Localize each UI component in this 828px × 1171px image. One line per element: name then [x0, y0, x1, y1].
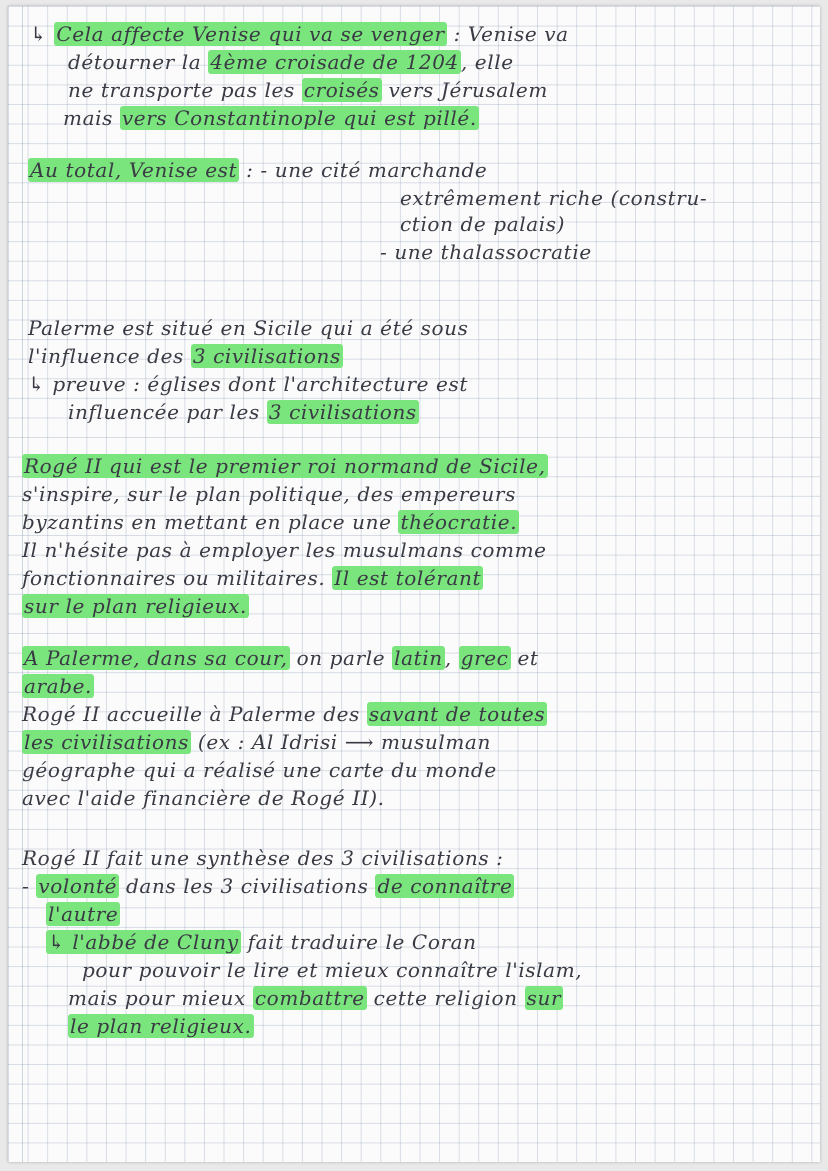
note-line — [400, 212, 565, 236]
note-line — [380, 240, 592, 264]
highlighted-text: A Palerme, dans sa cour, — [24, 646, 288, 670]
highlighted-text: les civilisations — [24, 730, 189, 754]
note-line — [46, 902, 120, 926]
note-text: , elle — [460, 50, 514, 74]
note-line — [22, 454, 548, 478]
note-text: l'influence des — [28, 344, 191, 368]
highlighted-text: sur le plan religieux. — [24, 594, 247, 618]
note-text: extrêmement riche (constru- — [400, 186, 708, 210]
note-line — [28, 372, 468, 396]
note-line — [22, 510, 519, 534]
note-line — [22, 730, 491, 754]
note-text: avec l'aide financière de Rogé II). — [22, 786, 385, 810]
highlighted-text: théocratie. — [400, 510, 518, 534]
note-text: géographe qui a réalisé une carte du monde — [22, 758, 497, 782]
note-line — [22, 594, 249, 618]
note-text: mais pour mieux — [68, 986, 253, 1010]
note-line — [22, 482, 516, 506]
note-line — [400, 186, 707, 210]
note-text: mais — [63, 106, 120, 130]
note-line — [68, 986, 563, 1010]
note-line — [22, 566, 483, 590]
highlighted-text: Rogé II qui est le premier roi normand de Sicile, — [24, 454, 546, 478]
note-text: fonctionnaires ou militaires. — [22, 566, 333, 590]
highlighted-text: Il est tolérant — [334, 566, 482, 590]
note-text: vers Jérusalem — [381, 78, 548, 102]
highlighted-text: 4ème croisade de 1204 — [210, 50, 459, 74]
highlighted-text: de connaître — [377, 874, 513, 898]
note-text: Rogé II accueille à Palerme des — [22, 702, 367, 726]
highlighted-text: ↳ l'abbé de Cluny — [48, 930, 239, 954]
note-text: : - une cité marchande — [239, 158, 488, 182]
note-text: on parle — [289, 646, 393, 670]
note-line — [68, 400, 419, 424]
highlighted-text: Cela affecte Venise qui va se venger — [56, 22, 445, 46]
note-text: fait traduire le Coran — [240, 930, 477, 954]
note-text: : Venise va — [446, 22, 569, 46]
highlighted-text: savant de toutes — [368, 702, 546, 726]
note-text: pour pouvoir le lire et mieux connaître l'islam, — [82, 958, 583, 982]
highlighted-text: Au total, Venise est — [30, 158, 238, 182]
note-text: ↳ preuve : églises dont l'architecture est — [28, 372, 468, 396]
note-line — [30, 22, 569, 46]
note-text: influencée par les — [68, 400, 267, 424]
note-line — [28, 158, 487, 182]
note-text: s'inspire, sur le plan politique, des empereurs — [22, 482, 516, 506]
note-text: - — [22, 874, 37, 898]
note-text: Il n'hésite pas à employer les musulmans comme — [22, 538, 547, 562]
notebook-page — [8, 6, 820, 1162]
highlighted-text: vers Constantinople qui est pillé. — [121, 106, 477, 130]
note-text: ↳ — [30, 22, 55, 46]
note-line — [22, 874, 514, 898]
highlighted-text: l'autre — [48, 902, 119, 926]
note-line — [22, 538, 547, 562]
note-text: Rogé II fait une synthèse des 3 civilisations : — [22, 846, 504, 870]
note-line — [22, 758, 497, 782]
note-text: et — [510, 646, 539, 670]
note-line — [22, 646, 539, 670]
note-line — [22, 786, 385, 810]
note-text: (ex : Al Idrisi ⟶ musulman — [190, 730, 491, 754]
note-text: détourner la — [68, 50, 209, 74]
note-line — [63, 106, 479, 130]
note-line — [22, 702, 547, 726]
note-line — [68, 78, 548, 102]
note-text: ne transporte pas les — [68, 78, 302, 102]
highlighted-text: combattre — [254, 986, 365, 1010]
highlighted-text: 3 civilisations — [192, 344, 341, 368]
note-line — [22, 846, 504, 870]
highlighted-text: latin — [394, 646, 443, 670]
highlighted-text: grec — [460, 646, 509, 670]
note-line — [68, 50, 514, 74]
note-line — [28, 316, 469, 340]
note-text: cette religion — [366, 986, 525, 1010]
note-text: ction de palais) — [400, 212, 566, 236]
note-line — [22, 674, 94, 698]
note-line — [68, 1014, 254, 1038]
note-text: - une thalassocratie — [380, 240, 592, 264]
note-line — [28, 344, 343, 368]
highlighted-text: 3 civilisations — [268, 400, 417, 424]
note-text: Palerme est situé en Sicile qui a été sous — [28, 316, 469, 340]
highlighted-text: croisés — [303, 78, 380, 102]
note-line — [82, 958, 582, 982]
note-text: byzantins en mettant en place une — [22, 510, 399, 534]
highlighted-text: arabe. — [24, 674, 93, 698]
highlighted-text: volonté — [38, 874, 118, 898]
highlighted-text: sur — [526, 986, 562, 1010]
note-line — [46, 930, 477, 954]
highlighted-text: le plan religieux. — [70, 1014, 252, 1038]
note-text: dans les 3 civilisations — [119, 874, 376, 898]
note-text: , — [444, 646, 459, 670]
